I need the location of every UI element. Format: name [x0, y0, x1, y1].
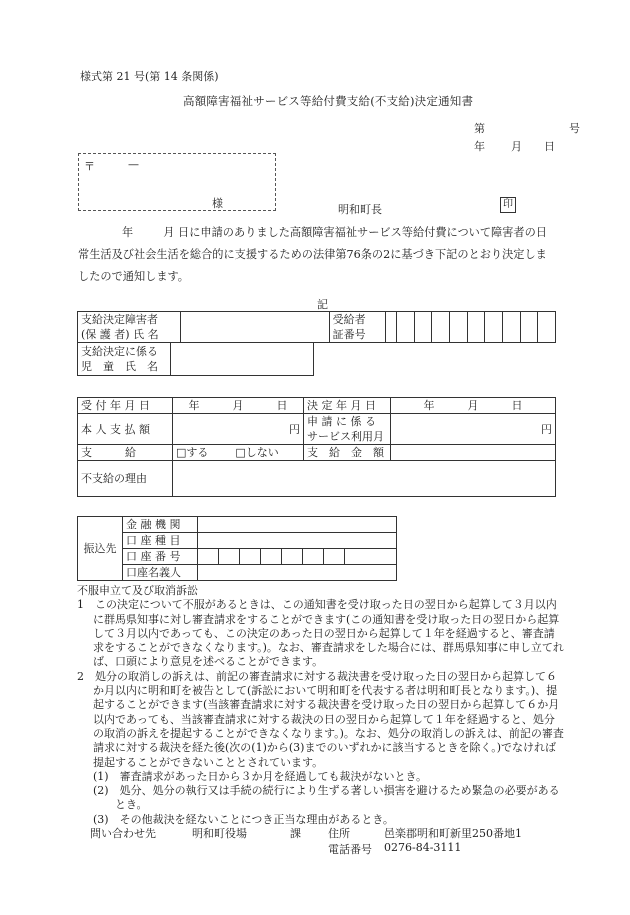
account-digit-cell[interactable]	[219, 549, 240, 565]
account-digit-cell[interactable]	[240, 549, 261, 565]
recipient-name-field[interactable]	[180, 312, 329, 343]
document-title: 高額障害福祉サービス等給付費支給(不支給)決定通知書	[183, 94, 474, 108]
date-year: 年	[474, 140, 485, 153]
account-number-label: 口 座 番 号	[123, 549, 198, 565]
account-holder-label: 口座名義人	[123, 565, 198, 581]
account-digit-cell[interactable]	[198, 549, 219, 565]
body-paragraph: 日に申請のありました高額障害福祉サービス等給付費について障害者の日常生活及び社会生活を総合的に支援するための法律第76条の2に基づき下記のとおり決定しましたので通知します。	[78, 226, 547, 283]
cert-digit-cell[interactable]	[432, 312, 450, 343]
self-pay-label: 本 人 支 払 額	[78, 414, 173, 445]
contact-phone-label: 電話番号	[328, 843, 372, 856]
number-prefix: 第	[474, 122, 485, 135]
bank-table	[77, 516, 397, 581]
date-month: 月	[511, 140, 522, 153]
contact-address-label: 住所	[328, 827, 350, 840]
payment-label: 支 給	[78, 445, 173, 461]
ki-mark: 記	[317, 298, 328, 311]
notes-sub-3: (3) その他裁決を経ないことにつき正当な理由があるとき。	[93, 812, 394, 826]
body-lead-year: 年	[122, 226, 134, 239]
self-pay-field[interactable]: 円	[173, 414, 304, 445]
postal-dash: —	[128, 158, 139, 171]
notes-sub-1: (1) 審査請求があった日から３か月を経過しても裁決がないとき。	[93, 769, 428, 783]
recipient-honorific: 様	[212, 197, 223, 210]
number-suffix: 号	[569, 122, 580, 135]
account-digit-cell[interactable]	[261, 549, 282, 565]
cert-digit-cell[interactable]	[449, 312, 467, 343]
cert-digit-cell[interactable]	[414, 312, 432, 343]
account-digit-cell[interactable]	[324, 549, 345, 565]
contact-address: 邑楽郡明和町新里250番地1	[384, 827, 522, 840]
amount-field[interactable]	[391, 445, 556, 461]
postal-mark: 〒	[84, 160, 95, 173]
cert-digit-cell[interactable]	[485, 312, 503, 343]
date-day: 日	[544, 140, 555, 153]
notes-item-2: 2 処分の取消しの訴えは、前記の審査請求に対する裁決書を受け取った日の翌日から起算して６か月以内に明和町を被告として(訴訟において明和町を代表する者は明和町長となります。)、提起することができます(当該審査請求に対する裁決書を受け取った日の翌日から起算して６か月以内であっても、当該審査請求に対する裁決の日の翌日から起算して１年を経過すると、処分の取消の訴えを提起することができなくなります。)。なお、処分の取消しの訴えは、前記の審査請求に対する裁決を経た後(次の(1)から(3)までのいずれかに該当するときを除く。)でなければ提起することができないこととされています。	[77, 669, 564, 769]
payment-choice[interactable]	[173, 445, 304, 461]
contact-office: 明和町役場	[192, 827, 247, 840]
cert-digit-cell[interactable]	[502, 312, 520, 343]
contact-label: 問い合わせ先	[90, 827, 156, 840]
service-month-label: 申 請 に 係 る サービス利用月	[304, 414, 391, 445]
decision-date-field[interactable]: 年 月 日	[391, 398, 556, 414]
cert-digit-cell[interactable]	[397, 312, 415, 343]
seal-box: 印	[500, 197, 516, 213]
contact-section: 課	[290, 827, 301, 840]
account-digit-cell[interactable]	[303, 549, 324, 565]
form-number: 様式第 21 号(第 14 条関係)	[80, 70, 219, 83]
service-month-field[interactable]: 円	[391, 414, 556, 445]
cert-digit-cell[interactable]	[385, 312, 396, 343]
child-name-field[interactable]	[171, 343, 314, 376]
reason-label: 不支給の理由	[78, 461, 173, 497]
notes-item-1: 1 この決定について不服があるときは、この通知書を受け取った日の翌日から起算して３月以内に群馬県知事に対し審査請求をすることができます(この通知書を受け取った日の翌日から起算して３月以内であっても、この決定のあった日の翌日から起算して１年を経過すると、審査請求をすることができなくなります。)。なお、審査請求をした場合には、群馬県知事に申し立てれば、口頭により意見を述べることができます。	[77, 598, 564, 669]
cert-digit-cell[interactable]	[538, 312, 556, 343]
notice-body	[78, 222, 558, 288]
decision-table	[77, 397, 556, 497]
received-date-label: 受 付 年 月 日	[78, 398, 173, 414]
amount-label: 支 給 金 額	[304, 445, 391, 461]
bank-label: 金 融 機 関	[123, 517, 198, 533]
account-digit-cell[interactable]	[345, 549, 397, 565]
received-date-field[interactable]: 年 月 日	[173, 398, 304, 414]
payment-yes-checkbox[interactable]: □する	[176, 446, 209, 459]
transfer-header: 振込先	[78, 517, 123, 581]
appeal-notes	[77, 584, 565, 827]
decision-date-label: 決 定 年 月 日	[304, 398, 391, 414]
account-holder-field[interactable]	[198, 565, 397, 581]
notes-sub-2: (2) 処分、処分の執行又は手続の続行により生ずる著しい損害を避けるため緊急の必要があるとき。	[93, 784, 560, 812]
child-name-label: 支給決定に係る 児 童 氏 名	[78, 343, 171, 376]
cert-digit-cell[interactable]	[467, 312, 485, 343]
contact-phone: 0276-84-3111	[384, 841, 462, 854]
issuer-title: 明和町長	[338, 203, 382, 216]
notes-heading: 不服申立て及び取消訴訟	[77, 584, 198, 597]
address-box	[78, 153, 276, 211]
account-type-label: 口 座 種 目	[123, 533, 198, 549]
recipient-name-label: 支給決定障害者 (保 護 者) 氏 名	[78, 312, 181, 343]
bank-field[interactable]	[198, 517, 397, 533]
account-type-field[interactable]	[198, 533, 397, 549]
certificate-number-label: 受給者 証番号	[329, 312, 385, 343]
body-lead-month: 月	[163, 226, 175, 239]
payment-no-checkbox[interactable]: □しない	[235, 446, 279, 459]
child-table	[77, 342, 314, 376]
cert-digit-cell[interactable]	[520, 312, 538, 343]
account-digit-cell[interactable]	[282, 549, 303, 565]
reason-field[interactable]	[173, 461, 556, 497]
recipient-table	[77, 311, 556, 343]
